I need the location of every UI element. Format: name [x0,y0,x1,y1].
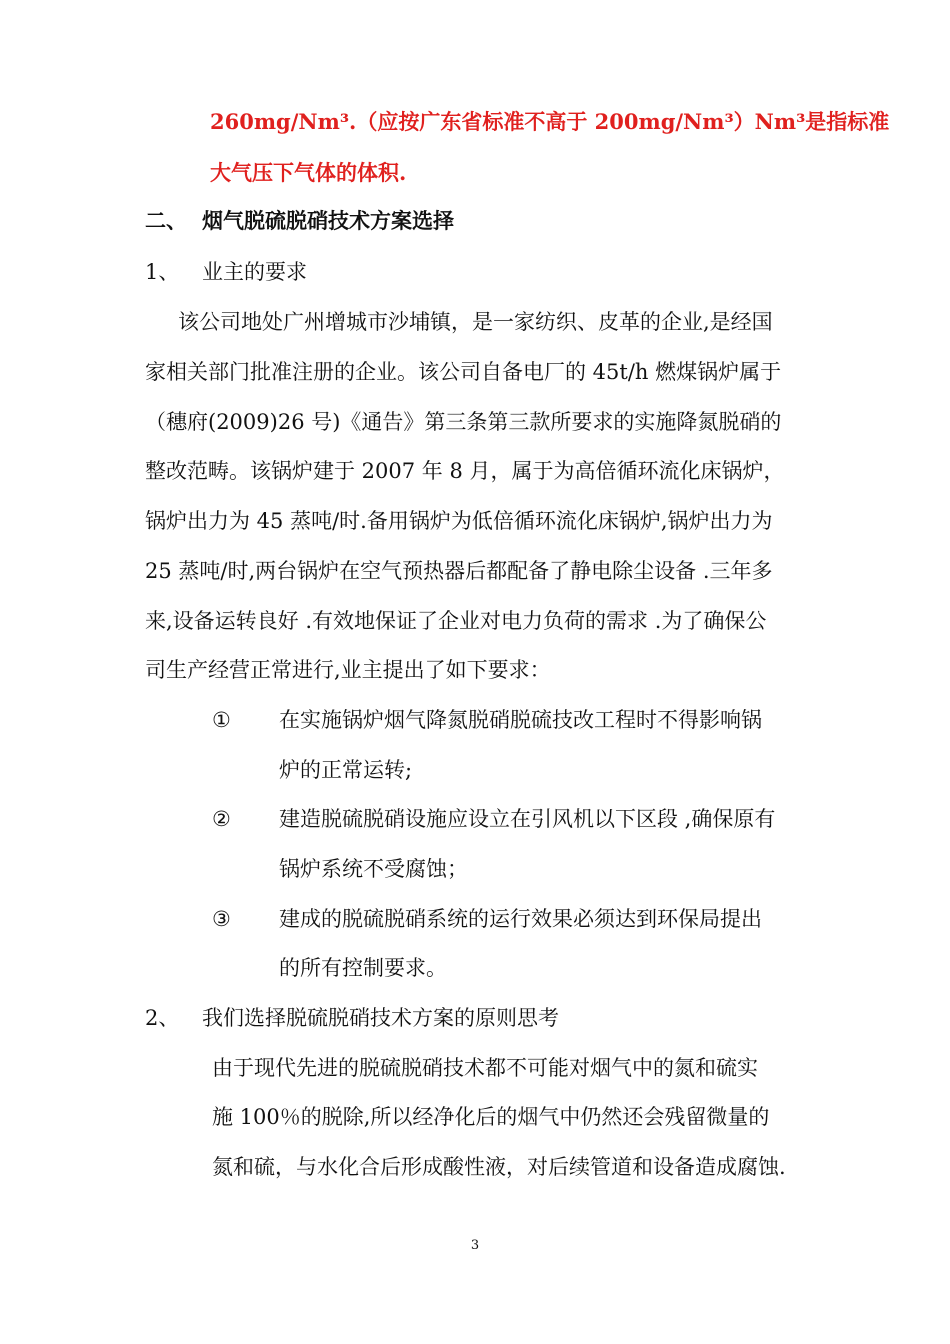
paragraph-line: 该公司地处广州增城市沙埔镇，是一家纺织、皮革的企业,是经国 [178,310,773,334]
page-number: 3 [470,1238,480,1253]
paragraph-line: 锅炉出力为 45 蒸吨/时.备用锅炉为低倍循环流化床锅炉,锅炉出力为 [145,509,773,533]
requirement-line: 建造脱硫脱硝设施应设立在引风机以下区段 ,确保原有 [279,807,776,831]
note-line-1: 260mg/Nm³.（应按广东省标准不高于 200mg/Nm³）Nm³是指标准 [210,109,890,134]
requirement-marker: ② [212,807,231,831]
paragraph-line: 25 蒸吨/时,两台锅炉在空气预热器后都配备了静电除尘设备 .三年多 [145,559,773,583]
section-number: 二、 [145,208,187,233]
requirement-line: 锅炉系统不受腐蚀； [279,857,468,881]
requirement-line: 炉的正常运转; [279,758,413,782]
paragraph-line: 司生产经营正常进行,业主提出了如下要求： [145,658,551,682]
requirement-line: 建成的脱硫脱硝系统的运行效果必须达到环保局提出 [279,907,762,931]
paragraph-line: 氮和硫，与水化合后形成酸性液，对后续管道和设备造成腐蚀. [212,1155,786,1179]
section-title: 烟气脱硫脱硝技术方案选择 [202,208,454,233]
subsection-2-title: 我们选择脱硫脱硝技术方案的原则思考 [202,1006,559,1030]
requirement-marker: ① [212,708,231,732]
requirement-line: 的所有控制要求。 [279,956,447,980]
requirement-line: 在实施锅炉烟气降氮脱硝脱硫技改工程时不得影响锅 [279,708,762,732]
paragraph-line: 整改范畴。该锅炉建于 2007 年 8 月，属于为高倍循环流化床锅炉， [145,459,785,483]
subsection-2-number: 2、 [145,1006,180,1030]
paragraph-line: 来,设备运转良好 .有效地保证了企业对电力负荷的需求 .为了确保公 [145,609,767,633]
subsection-1-number: 1、 [145,260,180,284]
note-line-2: 大气压下气体的体积. [210,160,407,185]
requirement-marker: ③ [212,907,231,931]
paragraph-line: （穗府(2009)26 号)《通告》第三条第三款所要求的实施降氮脱硝的 [145,410,782,434]
paragraph-line: 施 100％的脱除,所以经净化后的烟气中仍然还会残留微量的 [212,1105,770,1129]
paragraph-line: 由于现代先进的脱硫脱硝技术都不可能对烟气中的氮和硫实 [212,1056,758,1080]
subsection-1-title: 业主的要求 [202,260,307,284]
paragraph-line: 家相关部门批准注册的企业。该公司自备电厂的 45t/h 燃煤锅炉属于 [145,360,782,384]
